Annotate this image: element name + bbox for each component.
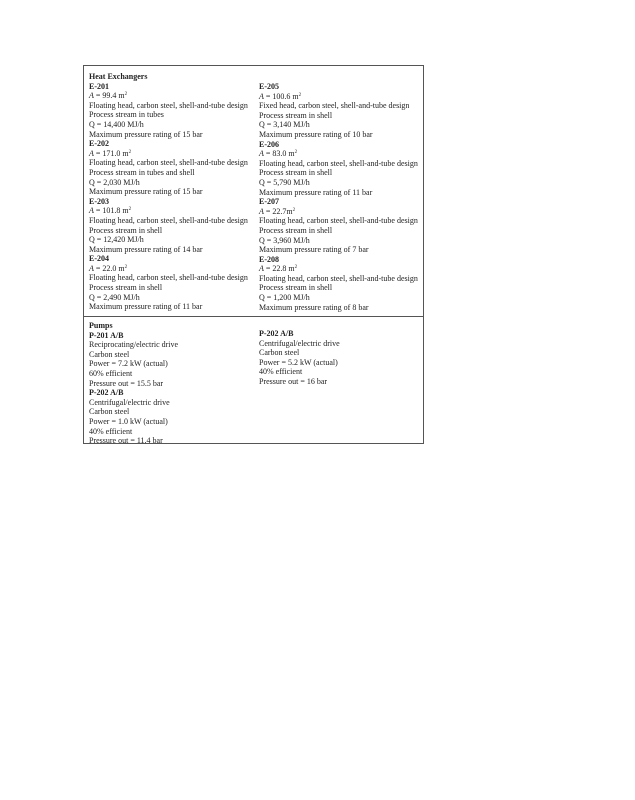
pumps-left-column [89, 321, 259, 446]
exchanger-e205: E-205 A = 100.6 $m^2$ Fixed head, carbon steel, shell-and-tube design Process stream in shell Q = 3,140 MJ/h Maximum pressure rating of 10 bar [259, 82, 424, 140]
heat-exchangers-right-column [259, 82, 424, 312]
exchanger-e206: E-206 A = 83.0 $m^2$ Floating head, carbon steel, shell-and-tube design Process stream in shell Q = 5,790 MJ/h Maximum pressure rating of 11 bar [259, 140, 424, 198]
pumps-title: Pumps [89, 321, 113, 330]
area-line: A = 100.6 $m^2$ [259, 91, 302, 101]
area-line: A = 83.0 $m^2$ [259, 149, 298, 159]
area-line: $A = 22.7m^2$ [259, 206, 296, 216]
exchanger-e203: E-203 A = 101.8 $m^2$ Floating head, carbon steel, shell-and-tube design Process stream in shell Q = 12,420 MJ/h Maximum pressure rating of 14 bar [89, 197, 259, 255]
exchanger-e201: E-201 A = 99.4 $m^2$ Floating head, carbon steel, shell-and-tube design Process stream in tubes Q = 14,400 MJ/h Maximum pressure rating of 15 bar [89, 82, 259, 140]
pump-p202-left: P-202 A/B Centrifugal/electric drive Carbon steel Power = 1.0 kW (actual) 40% efficient Pressure out = 11.4 bar [89, 388, 170, 446]
heat-exchangers-left-column [89, 72, 259, 312]
area-line: A = 22.0 $m^2$ [89, 263, 128, 273]
pump-p202-right: P-202 A/B Centrifugal/electric drive Carbon steel Power = 5.2 kW (actual) 40% efficient Pressure out = 16 bar [259, 329, 340, 386]
exchanger-e204: E-204 A = 22.0 $m^2$ Floating head, carbon steel, shell-and-tube design Process stream in shell Q = 2,490 MJ/h Maximum pressure rating of 11 bar [89, 254, 259, 312]
heat-exchangers-title: Heat Exchangers [89, 72, 148, 81]
heat-exchangers-section [84, 66, 423, 316]
pump-p201: P-201 A/B Reciprocating/electric drive Carbon steel Power = 7.2 kW (actual) 60% efficient Pressure out = 15.5 bar [89, 330, 179, 388]
area-line: A = 171.0 $m^2$ [89, 148, 132, 158]
pumps-section [84, 316, 423, 446]
pumps-right-column [259, 329, 424, 387]
area-line: A = 99.4 $m^2$ [89, 91, 128, 101]
exchanger-e207: E-207 $A = 22.7m^2$ Floating head, carbon steel, shell-and-tube design Process stream in shell Q = 3,960 MJ/h Maximum pressure rating of 7 bar [259, 197, 424, 255]
area-line: A = 101.8 $m^2$ [89, 206, 132, 216]
equipment-table [83, 65, 424, 444]
exchanger-e208: E-208 A = 22.8 $m^2$ Floating head, carbon steel, shell-and-tube design Process stream in shell Q = 1,200 MJ/h Maximum pressure rating of 8 bar [259, 255, 424, 313]
area-line: A = 22.8 $m^2$ [259, 264, 298, 274]
exchanger-e202: E-202 A = 171.0 $m^2$ Floating head, carbon steel, shell-and-tube design Process stream in tubes and shell Q = 2,030 MJ/h Maximum pressure rating of 15 bar [89, 139, 259, 197]
